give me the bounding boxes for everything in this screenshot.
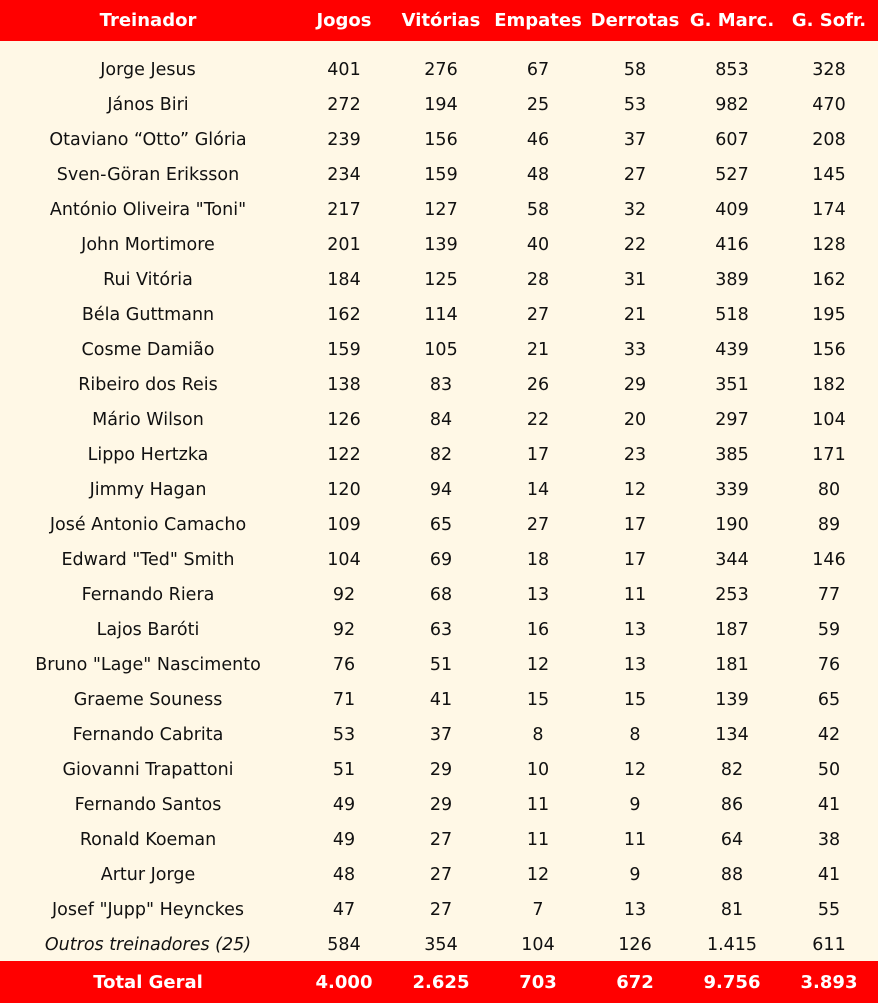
cell-golos-marcados: 409 <box>715 199 749 220</box>
cell-jogos: 138 <box>327 374 361 395</box>
cell-vitorias: 37 <box>429 724 453 745</box>
cell-golos-marcados: 416 <box>715 234 749 255</box>
cell-golos-marcados: 187 <box>715 619 749 640</box>
table-row <box>0 892 878 927</box>
cell-derrotas: 33 <box>623 339 647 360</box>
cell-vitorias: 51 <box>429 654 453 675</box>
cell-jogos: 239 <box>327 129 361 150</box>
total-derrotas: 672 <box>616 971 654 993</box>
cell-vitorias: 27 <box>429 899 453 920</box>
table-row <box>0 262 878 297</box>
cell-golos-sofridos: 89 <box>817 514 841 535</box>
cell-empates: 26 <box>526 374 550 395</box>
cell-treinador: Ribeiro dos Reis <box>78 374 218 395</box>
cell-treinador: John Mortimore <box>81 234 215 255</box>
table-row <box>0 332 878 367</box>
cell-golos-marcados: 389 <box>715 269 749 290</box>
header-treinador: Treinador <box>99 10 197 31</box>
cell-golos-marcados: 344 <box>715 549 749 570</box>
cell-empates: 8 <box>532 724 544 745</box>
cell-jogos: 76 <box>332 654 356 675</box>
cell-golos-marcados: 385 <box>715 444 749 465</box>
cell-vitorias: 159 <box>424 164 458 185</box>
cell-derrotas: 32 <box>623 199 647 220</box>
cell-vitorias: 105 <box>424 339 458 360</box>
cell-golos-sofridos: 80 <box>817 479 841 500</box>
cell-golos-sofridos: 104 <box>812 409 846 430</box>
cell-derrotas: 37 <box>623 129 647 150</box>
cell-vitorias: 82 <box>429 444 453 465</box>
cell-jogos: 584 <box>327 934 361 955</box>
header-empates: Empates <box>494 10 582 31</box>
cell-empates: 17 <box>526 444 550 465</box>
cell-jogos: 47 <box>332 899 356 920</box>
cell-jogos: 51 <box>332 759 356 780</box>
cell-treinador: Outros treinadores (25) <box>44 934 252 955</box>
cell-golos-marcados: 982 <box>715 94 749 115</box>
cell-derrotas: 53 <box>623 94 647 115</box>
cell-derrotas: 9 <box>629 864 641 885</box>
table-row <box>0 717 878 752</box>
cell-golos-sofridos: 195 <box>812 304 846 325</box>
table-row <box>0 87 878 122</box>
cell-derrotas: 23 <box>623 444 647 465</box>
cell-golos-sofridos: 42 <box>817 724 841 745</box>
cell-golos-sofridos: 76 <box>817 654 841 675</box>
cell-derrotas: 12 <box>623 479 647 500</box>
cell-jogos: 126 <box>327 409 361 430</box>
cell-empates: 7 <box>532 899 544 920</box>
table-row <box>0 437 878 472</box>
cell-golos-marcados: 190 <box>715 514 749 535</box>
cell-jogos: 120 <box>327 479 361 500</box>
cell-derrotas: 11 <box>623 829 647 850</box>
cell-vitorias: 139 <box>424 234 458 255</box>
cell-golos-marcados: 853 <box>715 59 749 80</box>
cell-empates: 18 <box>526 549 550 570</box>
cell-treinador: Giovanni Trapattoni <box>62 759 234 780</box>
cell-vitorias: 41 <box>429 689 453 710</box>
cell-vitorias: 354 <box>424 934 458 955</box>
cell-empates: 22 <box>526 409 550 430</box>
table-row <box>0 402 878 437</box>
cell-derrotas: 21 <box>623 304 647 325</box>
cell-golos-sofridos: 174 <box>812 199 846 220</box>
cell-vitorias: 94 <box>429 479 453 500</box>
cell-empates: 104 <box>521 934 555 955</box>
cell-empates: 46 <box>526 129 550 150</box>
cell-treinador: Edward "Ted" Smith <box>61 549 235 570</box>
cell-empates: 15 <box>526 689 550 710</box>
cell-jogos: 201 <box>327 234 361 255</box>
cell-derrotas: 9 <box>629 794 641 815</box>
cell-jogos: 272 <box>327 94 361 115</box>
cell-derrotas: 17 <box>623 514 647 535</box>
cell-treinador: Fernando Cabrita <box>72 724 224 745</box>
cell-vitorias: 63 <box>429 619 453 640</box>
cell-golos-sofridos: 162 <box>812 269 846 290</box>
table-row <box>0 787 878 822</box>
cell-treinador: Artur Jorge <box>100 864 196 885</box>
cell-jogos: 71 <box>332 689 356 710</box>
cell-golos-sofridos: 59 <box>817 619 841 640</box>
cell-golos-sofridos: 470 <box>812 94 846 115</box>
cell-vitorias: 29 <box>429 759 453 780</box>
cell-empates: 11 <box>526 829 550 850</box>
cell-treinador: Jimmy Hagan <box>89 479 207 500</box>
cell-jogos: 159 <box>327 339 361 360</box>
table-row <box>0 227 878 262</box>
cell-empates: 28 <box>526 269 550 290</box>
cell-vitorias: 84 <box>429 409 453 430</box>
cell-vitorias: 27 <box>429 829 453 850</box>
cell-golos-sofridos: 65 <box>817 689 841 710</box>
cell-jogos: 234 <box>327 164 361 185</box>
cell-golos-marcados: 181 <box>715 654 749 675</box>
cell-derrotas: 17 <box>623 549 647 570</box>
cell-derrotas: 58 <box>623 59 647 80</box>
cell-golos-marcados: 82 <box>720 759 744 780</box>
cell-jogos: 162 <box>327 304 361 325</box>
cell-golos-sofridos: 55 <box>817 899 841 920</box>
cell-golos-marcados: 439 <box>715 339 749 360</box>
cell-vitorias: 65 <box>429 514 453 535</box>
total-jogos: 4.000 <box>315 971 373 993</box>
cell-empates: 25 <box>526 94 550 115</box>
cell-treinador: Graeme Souness <box>73 689 223 710</box>
table-row <box>0 122 878 157</box>
cell-golos-marcados: 527 <box>715 164 749 185</box>
cell-empates: 14 <box>526 479 550 500</box>
cell-golos-marcados: 139 <box>715 689 749 710</box>
cell-empates: 58 <box>526 199 550 220</box>
header-vitorias: Vitórias <box>401 10 481 31</box>
cell-empates: 10 <box>526 759 550 780</box>
cell-empates: 21 <box>526 339 550 360</box>
table-row <box>0 612 878 647</box>
table-row <box>0 822 878 857</box>
table-row <box>0 682 878 717</box>
cell-treinador: Fernando Santos <box>74 794 222 815</box>
cell-golos-sofridos: 77 <box>817 584 841 605</box>
cell-jogos: 92 <box>332 619 356 640</box>
table-row <box>0 542 878 577</box>
cell-empates: 27 <box>526 304 550 325</box>
cell-treinador: Lippo Hertzka <box>87 444 209 465</box>
cell-vitorias: 29 <box>429 794 453 815</box>
table-row <box>0 577 878 612</box>
cell-vitorias: 276 <box>424 59 458 80</box>
cell-golos-sofridos: 208 <box>812 129 846 150</box>
cell-golos-sofridos: 41 <box>817 864 841 885</box>
header-jogos: Jogos <box>316 10 372 31</box>
cell-jogos: 122 <box>327 444 361 465</box>
others-row <box>0 927 878 962</box>
cell-treinador: Sven-Göran Eriksson <box>56 164 240 185</box>
cell-derrotas: 29 <box>623 374 647 395</box>
total-golos-marcados: 9.756 <box>703 971 761 993</box>
cell-jogos: 109 <box>327 514 361 535</box>
cell-vitorias: 127 <box>424 199 458 220</box>
cell-golos-marcados: 297 <box>715 409 749 430</box>
cell-empates: 40 <box>526 234 550 255</box>
table-row <box>0 367 878 402</box>
cell-golos-sofridos: 146 <box>812 549 846 570</box>
table-row <box>0 192 878 227</box>
cell-golos-sofridos: 328 <box>812 59 846 80</box>
table-row <box>0 857 878 892</box>
cell-derrotas: 13 <box>623 899 647 920</box>
table-body <box>0 52 878 962</box>
cell-golos-sofridos: 38 <box>817 829 841 850</box>
cell-vitorias: 69 <box>429 549 453 570</box>
cell-empates: 12 <box>526 864 550 885</box>
cell-jogos: 49 <box>332 794 356 815</box>
cell-treinador: Rui Vitória <box>103 269 193 290</box>
cell-derrotas: 13 <box>623 619 647 640</box>
cell-jogos: 401 <box>327 59 361 80</box>
cell-treinador: Mário Wilson <box>92 409 204 430</box>
cell-treinador: Béla Guttmann <box>81 304 215 325</box>
cell-vitorias: 68 <box>429 584 453 605</box>
cell-jogos: 92 <box>332 584 356 605</box>
cell-derrotas: 8 <box>629 724 641 745</box>
cell-jogos: 217 <box>327 199 361 220</box>
cell-vitorias: 125 <box>424 269 458 290</box>
cell-treinador: Fernando Riera <box>81 584 215 605</box>
total-row <box>0 961 878 1003</box>
cell-empates: 16 <box>526 619 550 640</box>
table-row <box>0 472 878 507</box>
cell-jogos: 53 <box>332 724 356 745</box>
cell-golos-sofridos: 41 <box>817 794 841 815</box>
cell-golos-marcados: 518 <box>715 304 749 325</box>
header-golos-marcados: G. Marc. <box>689 10 775 31</box>
cell-derrotas: 15 <box>623 689 647 710</box>
cell-golos-sofridos: 50 <box>817 759 841 780</box>
cell-golos-marcados: 64 <box>720 829 744 850</box>
cell-golos-marcados: 339 <box>715 479 749 500</box>
total-label: Total Geral <box>93 971 203 993</box>
cell-treinador: Cosme Damião <box>81 339 215 360</box>
table-row <box>0 157 878 192</box>
cell-treinador: Jorge Jesus <box>100 59 196 80</box>
cell-jogos: 184 <box>327 269 361 290</box>
table-header <box>0 0 878 41</box>
cell-derrotas: 13 <box>623 654 647 675</box>
cell-derrotas: 12 <box>623 759 647 780</box>
cell-golos-sofridos: 182 <box>812 374 846 395</box>
cell-empates: 27 <box>526 514 550 535</box>
table-row <box>0 647 878 682</box>
cell-golos-marcados: 253 <box>715 584 749 605</box>
cell-jogos: 104 <box>327 549 361 570</box>
cell-vitorias: 83 <box>429 374 453 395</box>
cell-treinador: Josef "Jupp" Heynckes <box>52 899 244 920</box>
cell-treinador: Lajos Baróti <box>96 619 200 640</box>
cell-derrotas: 20 <box>623 409 647 430</box>
table-row <box>0 52 878 87</box>
cell-golos-marcados: 134 <box>715 724 749 745</box>
cell-golos-marcados: 1.415 <box>706 934 758 955</box>
cell-golos-marcados: 88 <box>720 864 744 885</box>
cell-treinador: Ronald Koeman <box>79 829 217 850</box>
cell-golos-marcados: 81 <box>720 899 744 920</box>
cell-golos-marcados: 607 <box>715 129 749 150</box>
cell-vitorias: 114 <box>424 304 458 325</box>
header-derrotas: Derrotas <box>590 10 680 31</box>
cell-empates: 48 <box>526 164 550 185</box>
cell-vitorias: 194 <box>424 94 458 115</box>
cell-golos-sofridos: 156 <box>812 339 846 360</box>
cell-derrotas: 11 <box>623 584 647 605</box>
cell-vitorias: 156 <box>424 129 458 150</box>
cell-derrotas: 27 <box>623 164 647 185</box>
cell-vitorias: 27 <box>429 864 453 885</box>
total-golos-sofridos: 3.893 <box>800 971 858 993</box>
cell-golos-sofridos: 145 <box>812 164 846 185</box>
table-row <box>0 752 878 787</box>
cell-empates: 11 <box>526 794 550 815</box>
cell-empates: 12 <box>526 654 550 675</box>
cell-golos-sofridos: 171 <box>812 444 846 465</box>
cell-empates: 67 <box>526 59 550 80</box>
cell-treinador: Bruno "Lage" Nascimento <box>35 654 261 675</box>
cell-derrotas: 22 <box>623 234 647 255</box>
cell-derrotas: 31 <box>623 269 647 290</box>
cell-golos-sofridos: 128 <box>812 234 846 255</box>
cell-treinador: José Antonio Camacho <box>49 514 247 535</box>
cell-treinador: António Oliveira "Toni" <box>49 199 247 220</box>
cell-derrotas: 126 <box>618 934 652 955</box>
total-vitorias: 2.625 <box>412 971 470 993</box>
cell-golos-marcados: 351 <box>715 374 749 395</box>
table-row <box>0 297 878 332</box>
cell-jogos: 49 <box>332 829 356 850</box>
cell-empates: 13 <box>526 584 550 605</box>
table-row <box>0 507 878 542</box>
cell-treinador: János Biri <box>107 94 189 115</box>
cell-treinador: Otaviano “Otto” Glória <box>49 129 247 150</box>
cell-golos-sofridos: 611 <box>812 934 846 955</box>
cell-jogos: 48 <box>332 864 356 885</box>
cell-golos-marcados: 86 <box>720 794 744 815</box>
total-empates: 703 <box>519 971 557 993</box>
header-golos-sofridos: G. Sofr. <box>791 10 867 31</box>
